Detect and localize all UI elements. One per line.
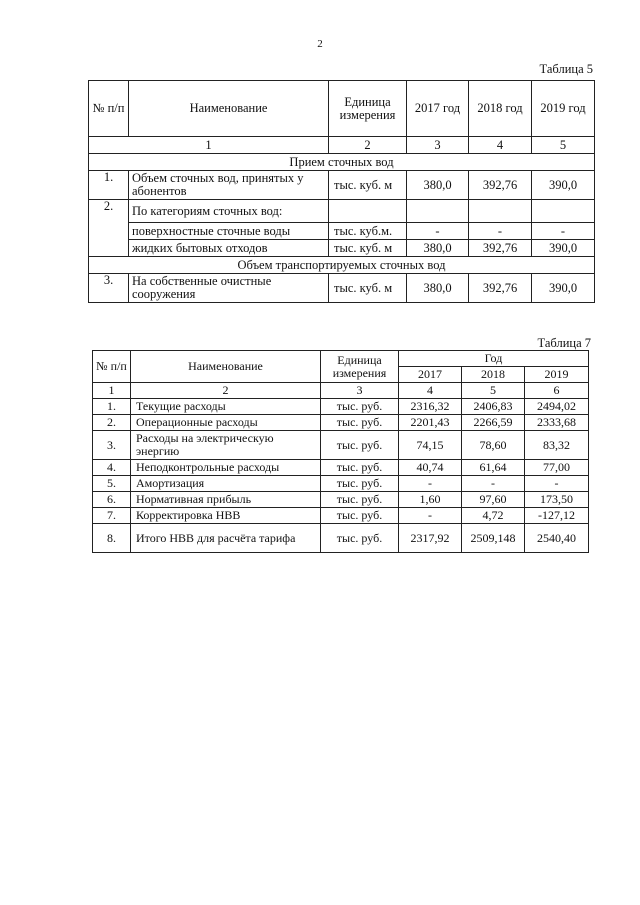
row-name: Неподконтрольные расходы	[131, 460, 321, 476]
row-unit: тыс. куб. м	[329, 240, 407, 257]
row-value: -	[407, 223, 469, 240]
row-value: 2406,83	[462, 399, 525, 415]
row-value: 392,76	[469, 240, 532, 257]
row-value: 2317,92	[399, 524, 462, 553]
table5-section-row	[89, 154, 595, 171]
row-name: По категориям сточных вод:	[129, 200, 329, 223]
row-unit: тыс. руб.	[321, 524, 399, 553]
table-row	[89, 274, 595, 303]
row-name: Объем сточных вод, принятых у абонентов	[129, 171, 329, 200]
row-unit: тыс. руб.	[321, 415, 399, 431]
row-unit: тыс. руб.	[321, 399, 399, 415]
header-num: № п/п	[93, 351, 131, 383]
header-unit: Единица измерения	[329, 81, 407, 137]
row-value	[469, 200, 532, 223]
header-year-2: 2018	[462, 367, 525, 383]
row-name: поверхностные сточные воды	[129, 223, 329, 240]
row-value: 2494,02	[525, 399, 589, 415]
table-row	[89, 223, 595, 240]
header-year-group: Год	[399, 351, 589, 367]
colnum: 2	[329, 137, 407, 154]
header-unit: Единица измерения	[321, 351, 399, 383]
row-num: 3.	[93, 431, 131, 460]
table7	[92, 350, 589, 553]
table-row	[93, 431, 589, 460]
row-value: -	[469, 223, 532, 240]
row-value: -	[399, 476, 462, 492]
table5-section-row	[89, 257, 595, 274]
row-name: Итого НВВ для расчёта тарифа	[131, 524, 321, 553]
table-row	[89, 240, 595, 257]
table5-column-numbers	[89, 137, 595, 154]
table-row	[93, 399, 589, 415]
row-value: 78,60	[462, 431, 525, 460]
table7-header-row	[93, 351, 589, 367]
colnum: 4	[399, 383, 462, 399]
table5-header-row	[89, 81, 595, 137]
row-num: 6.	[93, 492, 131, 508]
row-value: 40,74	[399, 460, 462, 476]
section-title: Прием сточных вод	[89, 154, 595, 171]
row-value	[407, 200, 469, 223]
row-value: 2201,43	[399, 415, 462, 431]
row-value: 4,72	[462, 508, 525, 524]
row-value	[532, 200, 595, 223]
row-value: -	[399, 508, 462, 524]
table5	[88, 80, 595, 303]
table7-caption: Таблица 7	[537, 336, 591, 350]
row-value: 83,32	[525, 431, 589, 460]
table-row	[89, 171, 595, 200]
header-name: Наименование	[129, 81, 329, 137]
colnum: 2	[131, 383, 321, 399]
header-year-3: 2019 год	[532, 81, 595, 137]
row-num: 8.	[93, 524, 131, 553]
row-unit: тыс. руб.	[321, 492, 399, 508]
row-value: 2333,68	[525, 415, 589, 431]
table-row	[89, 200, 595, 223]
colnum: 3	[321, 383, 399, 399]
table5-caption: Таблица 5	[539, 62, 593, 76]
row-name: жидких бытовых отходов	[129, 240, 329, 257]
header-year-1: 2017	[399, 367, 462, 383]
row-num: 1.	[93, 399, 131, 415]
row-value: -	[462, 476, 525, 492]
colnum: 4	[469, 137, 532, 154]
table-row	[93, 524, 589, 553]
row-value: 2266,59	[462, 415, 525, 431]
row-name: Амортизация	[131, 476, 321, 492]
row-value: 380,0	[407, 240, 469, 257]
row-value: 2509,148	[462, 524, 525, 553]
table7-column-numbers	[93, 383, 589, 399]
table-row	[93, 476, 589, 492]
page-number: 2	[317, 38, 323, 50]
row-num: 7.	[93, 508, 131, 524]
row-unit: тыс. руб.	[321, 508, 399, 524]
colnum: 6	[525, 383, 589, 399]
header-year-3: 2019	[525, 367, 589, 383]
table-row	[93, 492, 589, 508]
row-unit	[329, 200, 407, 223]
row-num: 3.	[89, 274, 129, 303]
row-value: 97,60	[462, 492, 525, 508]
row-value: 390,0	[532, 171, 595, 200]
section-title: Объем транспортируемых сточных вод	[89, 257, 595, 274]
table-row	[93, 508, 589, 524]
colnum: 1	[89, 137, 329, 154]
row-value: 1,60	[399, 492, 462, 508]
row-value: -	[532, 223, 595, 240]
row-name: Операционные расходы	[131, 415, 321, 431]
colnum: 1	[93, 383, 131, 399]
row-value: 392,76	[469, 274, 532, 303]
row-value: 390,0	[532, 274, 595, 303]
row-value: -127,12	[525, 508, 589, 524]
colnum: 5	[462, 383, 525, 399]
colnum: 5	[532, 137, 595, 154]
row-name: Расходы на электрическую энергию	[131, 431, 321, 460]
row-num: 5.	[93, 476, 131, 492]
row-unit: тыс. руб.	[321, 460, 399, 476]
header-num: № п/п	[89, 81, 129, 137]
row-num: 2.	[89, 200, 129, 257]
row-value: 74,15	[399, 431, 462, 460]
row-name: Нормативная прибыль	[131, 492, 321, 508]
row-num: 2.	[93, 415, 131, 431]
header-name: Наименование	[131, 351, 321, 383]
colnum: 3	[407, 137, 469, 154]
row-name: На собственные очистные сооружения	[129, 274, 329, 303]
row-value: 2316,32	[399, 399, 462, 415]
row-value: 77,00	[525, 460, 589, 476]
row-num: 4.	[93, 460, 131, 476]
table-row	[93, 460, 589, 476]
row-name: Текущие расходы	[131, 399, 321, 415]
row-name: Корректировка НВВ	[131, 508, 321, 524]
row-value: 380,0	[407, 171, 469, 200]
header-year-2: 2018 год	[469, 81, 532, 137]
row-value: 2540,40	[525, 524, 589, 553]
row-value: 380,0	[407, 274, 469, 303]
row-value: 173,50	[525, 492, 589, 508]
row-value: 61,64	[462, 460, 525, 476]
row-unit: тыс. куб.м.	[329, 223, 407, 240]
header-year-1: 2017 год	[407, 81, 469, 137]
row-value: -	[525, 476, 589, 492]
row-unit: тыс. руб.	[321, 476, 399, 492]
row-unit: тыс. куб. м	[329, 171, 407, 200]
row-num: 1.	[89, 171, 129, 200]
table-row	[93, 415, 589, 431]
row-unit: тыс. куб. м	[329, 274, 407, 303]
row-value: 392,76	[469, 171, 532, 200]
row-value: 390,0	[532, 240, 595, 257]
row-unit: тыс. руб.	[321, 431, 399, 460]
